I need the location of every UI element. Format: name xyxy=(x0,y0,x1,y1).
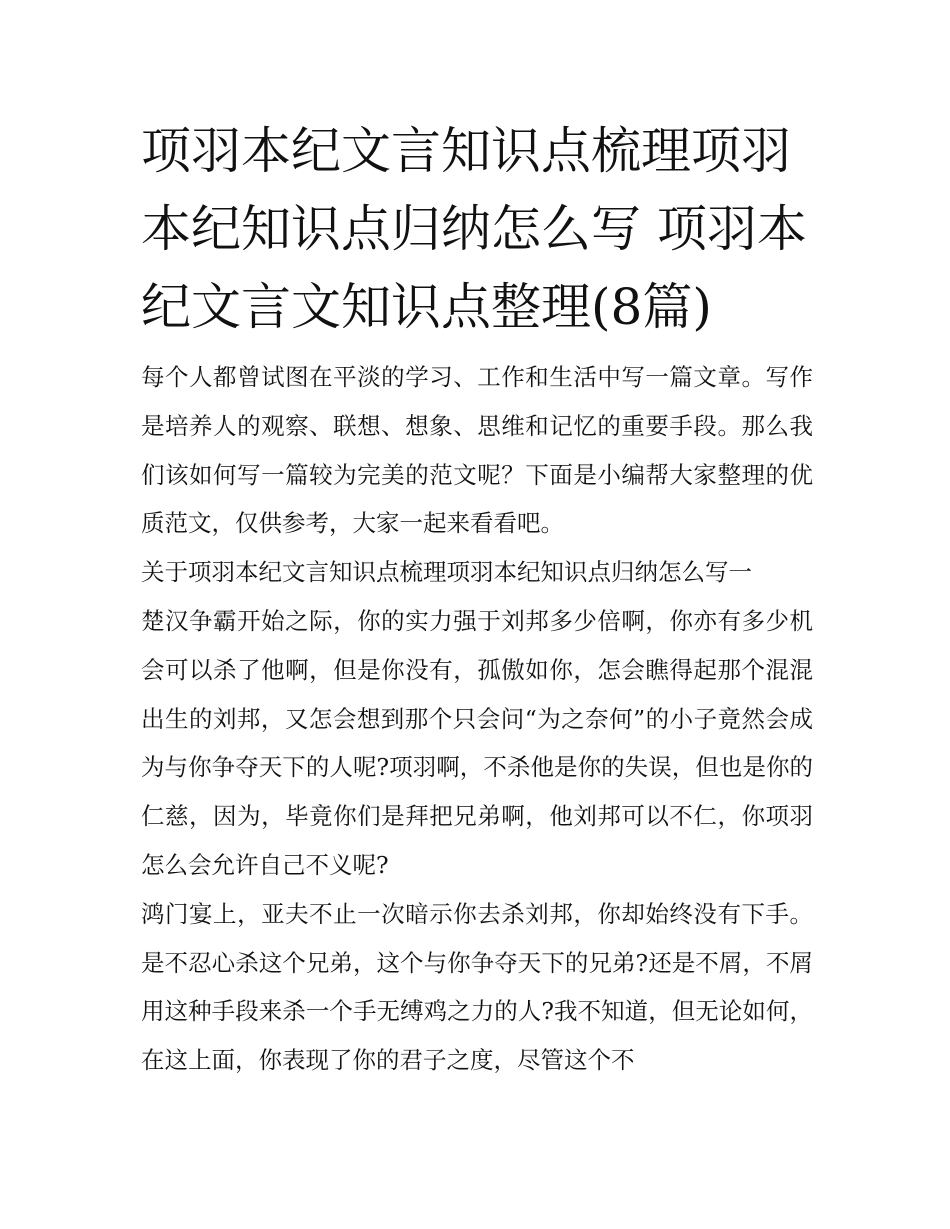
document-title: 项羽本纪文言知识点梳理项羽本纪知识点归纳怎么写 项羽本纪文言文知识点整理(8篇) xyxy=(141,122,807,336)
document-page xyxy=(141,112,813,1085)
section-heading: 关于项羽本纪文言知识点梳理项羽本纪知识点归纳怎么写一 xyxy=(141,558,752,587)
body-paragraph: 鸿门宴上，亚夫不止一次暗示你去杀刘邦，你却始终没有下手。是不忍心杀这个兄弟，这个与你争夺天下的兄弟?还是不屑，不屑用这种手段来杀一个手无缚鸡之力的人?我不知道，但无论如何，在这上面，你表现了你的君子之度，尽管这个不 xyxy=(141,899,813,1075)
intro-paragraph: 每个人都曾试图在平淡的学习、工作和生活中写一篇文章。写作是培养人的观察、联想、想象、思维和记忆的重要手段。那么我们该如何写一篇较为完美的范文呢？下面是小编帮大家整理的优质范文，仅供参考，大家一起来看看吧。 xyxy=(141,363,813,538)
document-body xyxy=(141,353,813,1085)
body-paragraph: 楚汉争霸开始之际，你的实力强于刘邦多少倍啊，你亦有多少机会可以杀了他啊，但是你没有，孤傲如你，怎会瞧得起那个混混出生的刘邦，又怎会想到那个只会问“为之奈何”的小子竟然会成为与你争夺天下的人呢?项羽啊，不杀他是你的失误，但也是你的仁慈，因为，毕竟你们是拜把兄弟啊，他刘邦可以不仁，你项羽怎么会允许自己不义呢? xyxy=(141,606,813,879)
